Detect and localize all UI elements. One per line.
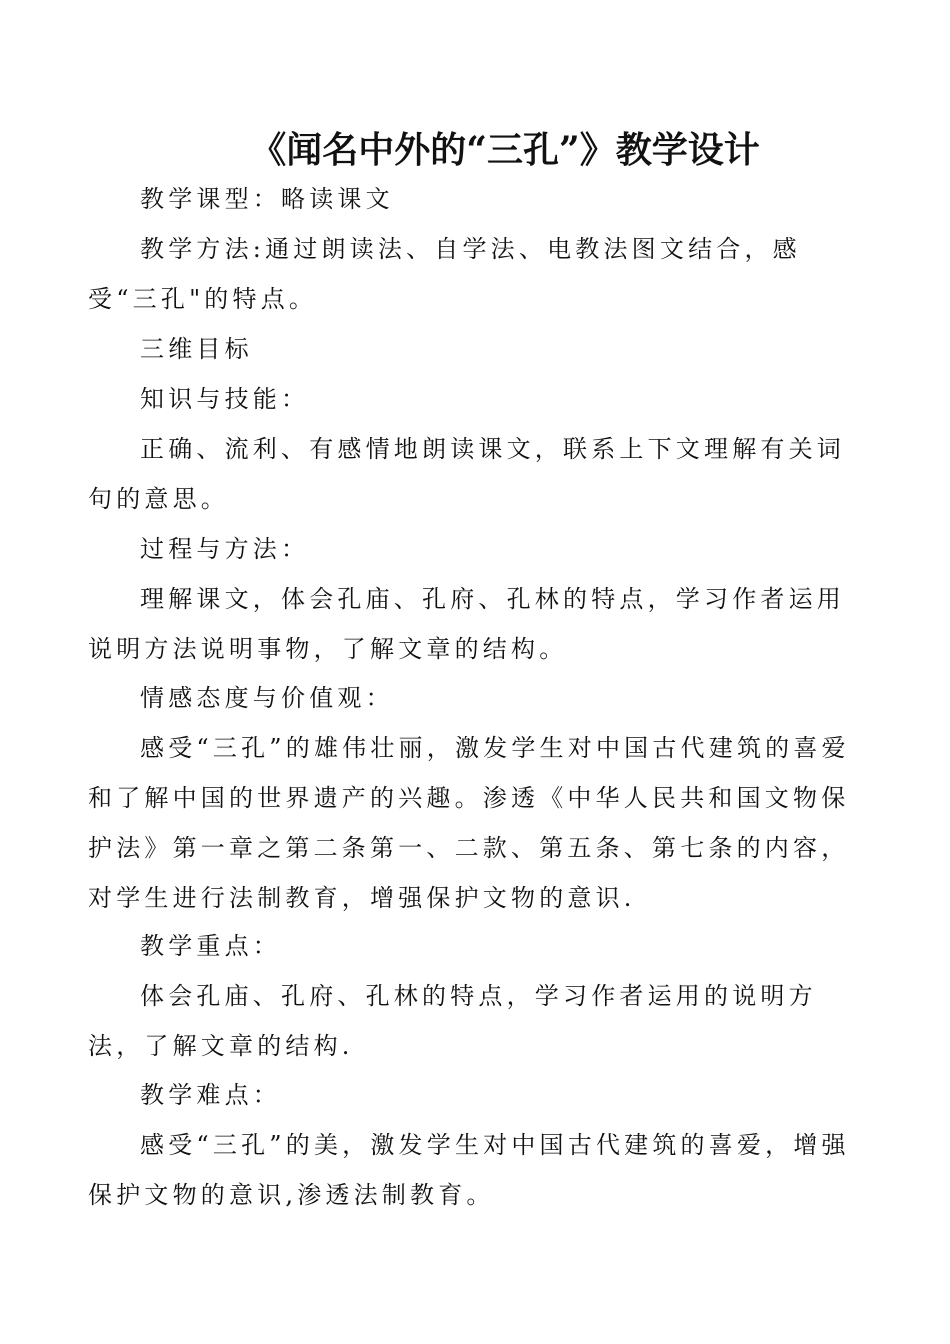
paragraph-key-points-heading: 教学重点： (140, 932, 281, 960)
paragraph-knowledge-heading: 知识与技能： (140, 385, 310, 413)
paragraph-process-content: 理解课文，体会孔庙、孔府、孔林的特点，学习作者运用说明方法说明事物，了解文章的结构。 (88, 585, 845, 663)
paragraph-attitude-content: 感受“三孔”的雄伟壮丽，激发学生对中国古代建筑的喜爱和了解中国的世界遗产的兴趣。渗透《中华人民共和国文物保护法》第一章之第二条第一、二款、第五条、第七条的内容，对学生进行法制教育，增强保护文物的意识. (88, 734, 850, 912)
paragraph-teaching-method: 教学方法:通过朗读法、自学法、电教法图文结合，感受“三孔"的特点。 (88, 235, 801, 313)
paragraph-objectives-heading: 三维目标 (140, 335, 253, 363)
paragraph-key-points-content: 体会孔庙、孔府、孔林的特点，学习作者运用的说明方法，了解文章的结构. (88, 982, 817, 1060)
paragraph-knowledge-content: 正确、流利、有感情地朗读课文，联系上下文理解有关词句的意思。 (88, 435, 845, 513)
paragraph-lesson-type: 教学课型：略读课文 (140, 185, 394, 213)
paragraph-difficulties-content: 感受“三孔”的美，激发学生对中国古代建筑的喜爱，增强保护文物的意识,渗透法制教育。 (88, 1131, 850, 1209)
document-title: 《闻名中外的“三孔”》教学设计 (250, 129, 760, 171)
paragraph-difficulties-heading: 教学难点： (140, 1081, 281, 1109)
paragraph-process-heading: 过程与方法： (140, 535, 310, 563)
paragraph-attitude-heading: 情感态度与价值观： (140, 684, 394, 712)
